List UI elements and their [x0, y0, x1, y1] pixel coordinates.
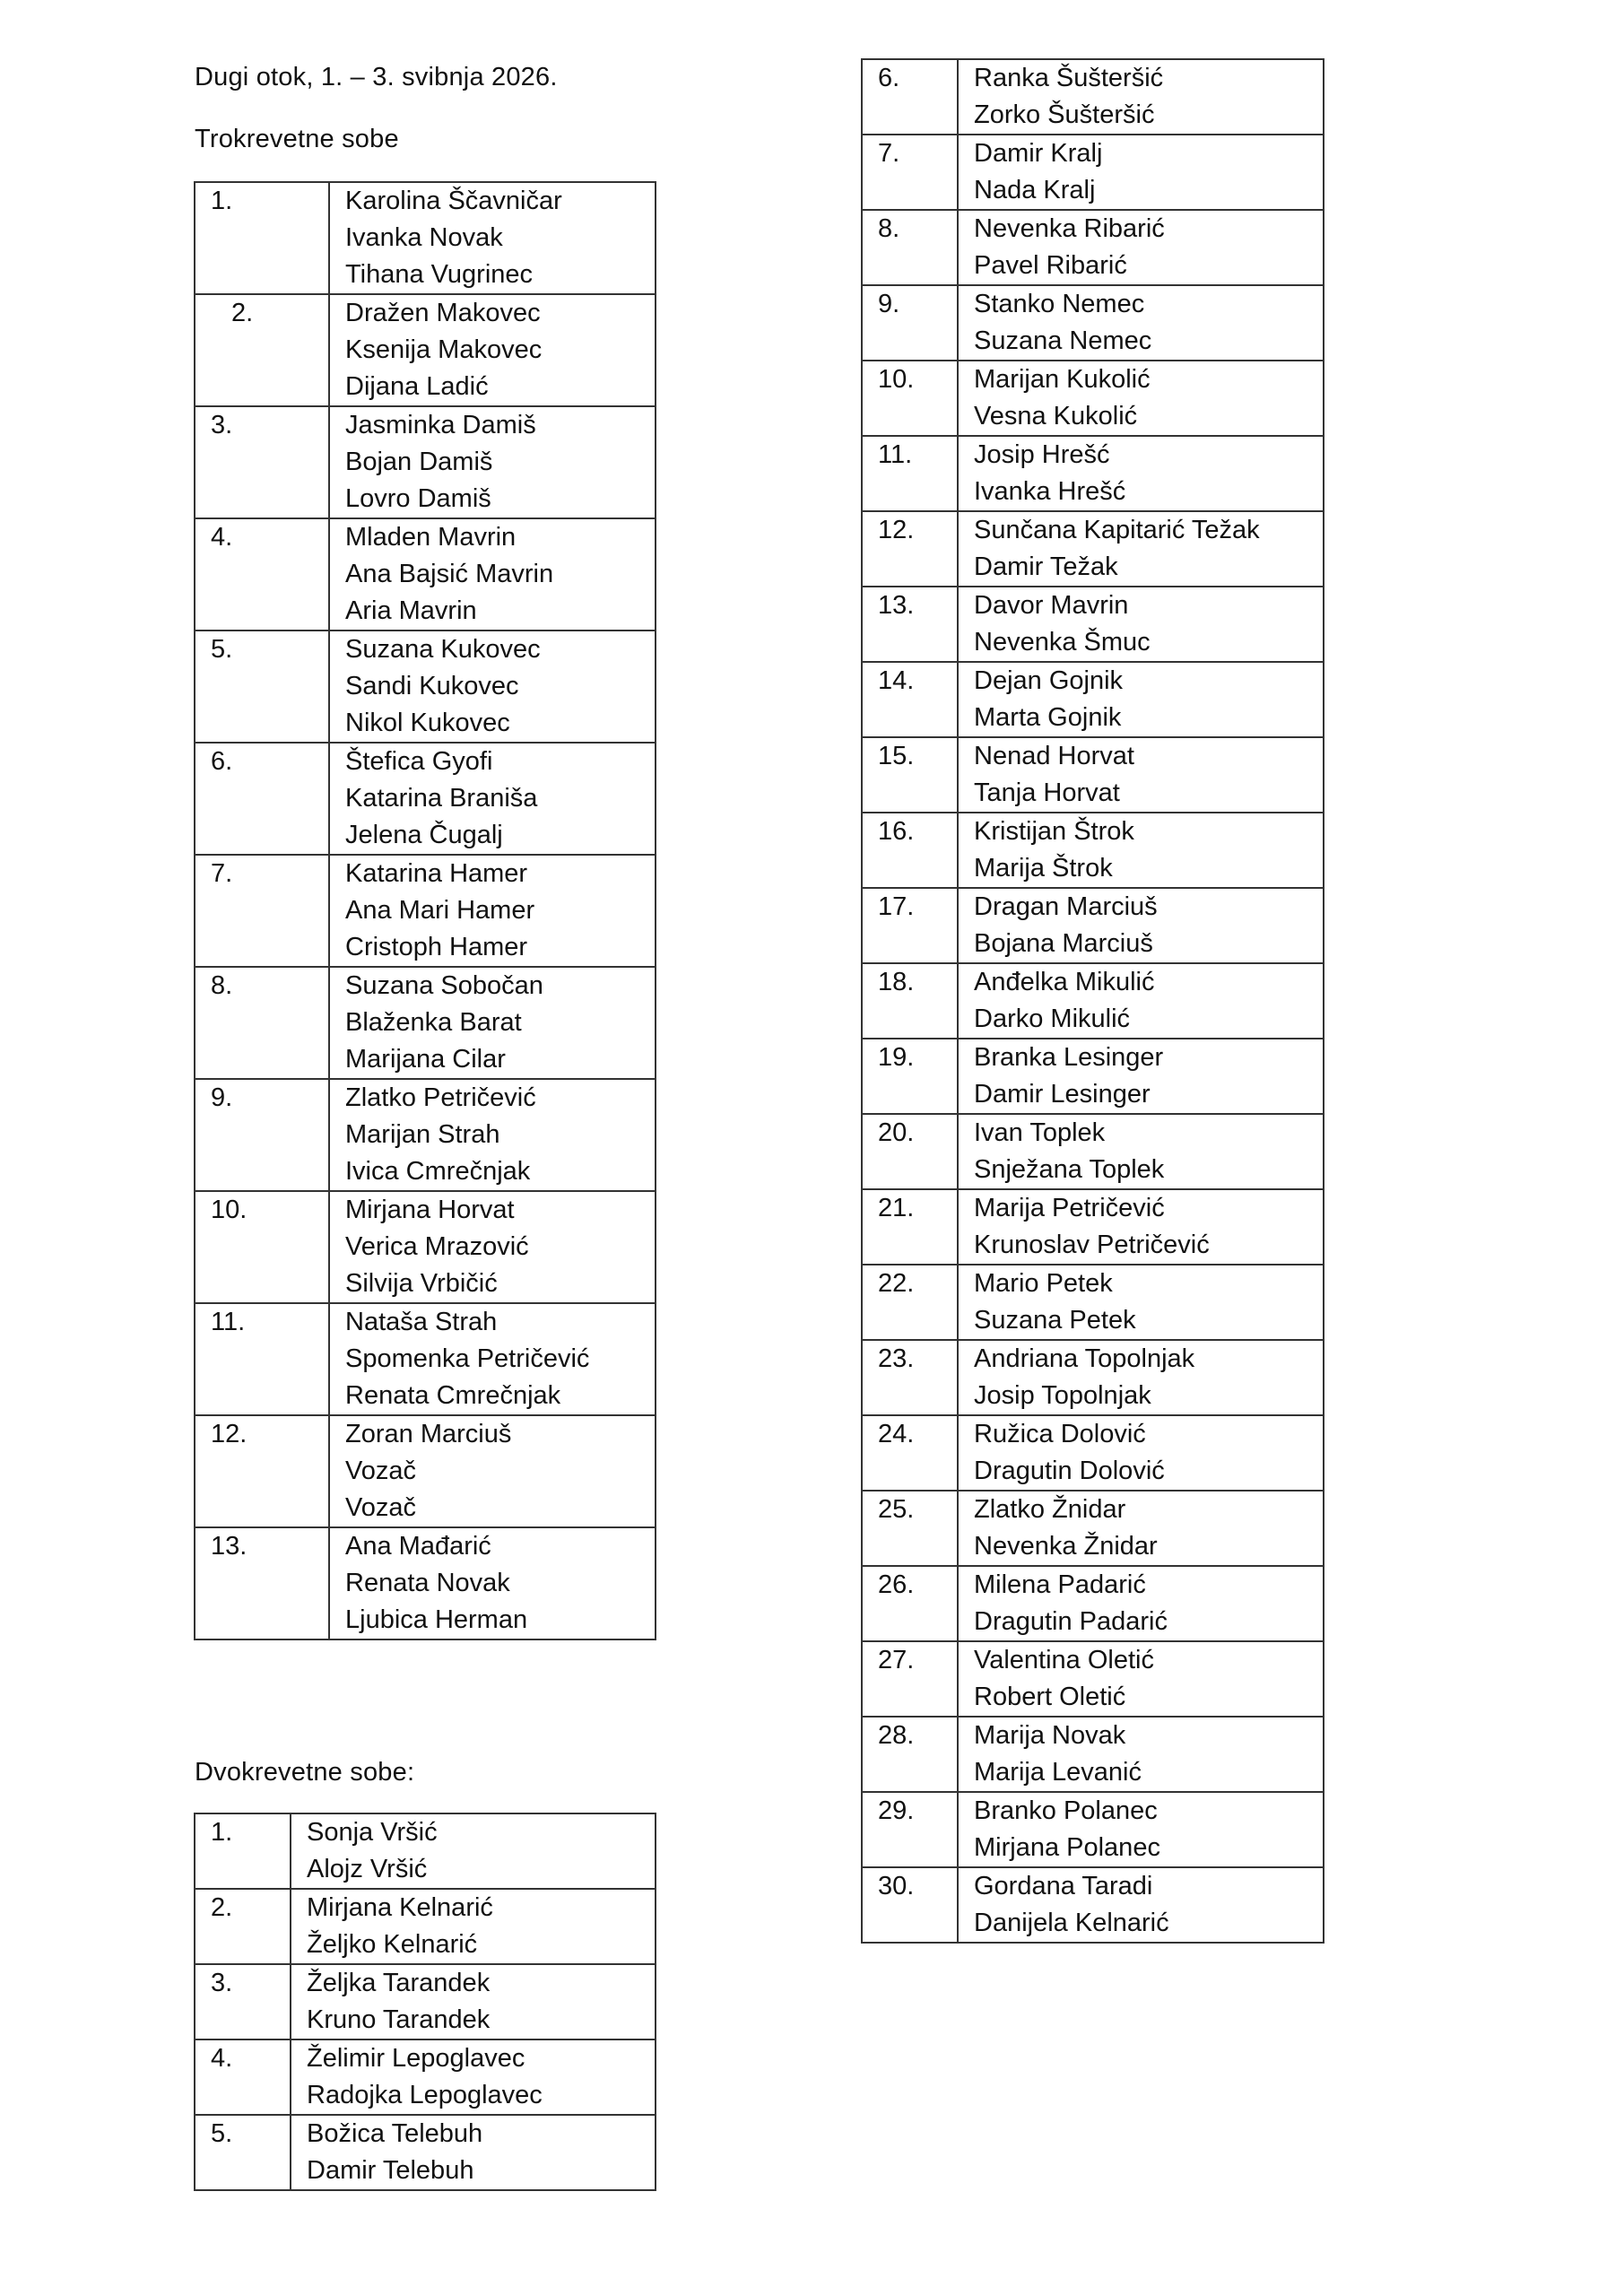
room-row — [862, 1265, 1324, 1340]
guest-name: Verica Mrazović — [345, 1232, 529, 1261]
room-row — [195, 743, 656, 855]
guest-name: Mladen Mavrin — [345, 523, 517, 552]
room-number: 16. — [862, 813, 958, 888]
room-number: 2. — [195, 1889, 291, 1964]
guest-name: Štefica Gyofi — [345, 747, 493, 776]
guest-name: Bojana Marciuš — [974, 929, 1153, 958]
room-guests — [291, 2115, 656, 2190]
room-guests — [291, 2039, 656, 2115]
room-guests — [958, 361, 1324, 436]
room-number: 12. — [195, 1415, 329, 1527]
guest-name: Ana Mađarić — [345, 1532, 491, 1561]
guest-name: Katarina Hamer — [345, 859, 528, 888]
guest-name: Krunoslav Petričević — [974, 1231, 1210, 1259]
guest-name: Zorko Šušteršić — [974, 100, 1155, 129]
room-guests — [329, 967, 656, 1079]
room-row — [195, 182, 656, 294]
room-number: 27. — [862, 1641, 958, 1717]
guest-name: Renata Cmrečnjak — [345, 1381, 561, 1410]
room-row — [862, 1867, 1324, 1943]
room-guests — [958, 888, 1324, 963]
guest-name: Dragutin Padarić — [974, 1607, 1168, 1636]
room-number: 14. — [862, 662, 958, 737]
room-number: 13. — [862, 587, 958, 662]
room-row — [195, 1191, 656, 1303]
room-number: 6. — [862, 59, 958, 135]
room-row — [862, 1566, 1324, 1641]
guest-name: Želimir Lepoglavec — [307, 2044, 525, 2073]
room-number: 10. — [195, 1191, 329, 1303]
room-row — [195, 967, 656, 1079]
room-guests — [958, 1265, 1324, 1340]
guest-name: Vozač — [345, 1493, 416, 1522]
double-rooms-table-part-1 — [194, 1813, 656, 2191]
guest-name: Josip Topolnjak — [974, 1381, 1151, 1410]
room-row — [195, 294, 656, 406]
guest-name: Ljubica Herman — [345, 1605, 528, 1634]
guest-name: Ružica Dolović — [974, 1420, 1146, 1448]
guest-name: Tihana Vugrinec — [345, 260, 534, 289]
room-row — [195, 1813, 656, 1889]
guest-name: Ana Mari Hamer — [345, 896, 535, 925]
guest-name: Pavel Ribarić — [974, 251, 1127, 280]
room-guests — [958, 1491, 1324, 1566]
room-number: 25. — [862, 1491, 958, 1566]
guest-name: Željka Tarandek — [307, 1969, 491, 1997]
room-row — [862, 1717, 1324, 1792]
room-row — [862, 285, 1324, 361]
room-row — [862, 587, 1324, 662]
room-number: 9. — [195, 1079, 329, 1191]
double-rooms-heading: Dvokrevetne sobe: — [195, 1758, 415, 1787]
guest-name: Spomenka Petričević — [345, 1344, 590, 1373]
guest-name: Kruno Tarandek — [307, 2005, 491, 2034]
guest-name: Dijana Ladić — [345, 372, 489, 401]
room-number: 18. — [862, 963, 958, 1039]
guest-name: Bojan Damiš — [345, 448, 493, 476]
room-guests — [291, 1889, 656, 1964]
triple-rooms-heading: Trokrevetne sobe — [195, 125, 399, 153]
room-row — [195, 406, 656, 518]
room-row — [195, 631, 656, 743]
guest-name: Stanko Nemec — [974, 290, 1145, 318]
room-guests — [291, 1964, 656, 2039]
guest-name: Tanja Horvat — [974, 778, 1120, 807]
double-rooms-table-part-2 — [861, 58, 1324, 1944]
guest-name: Valentina Oletić — [974, 1646, 1154, 1674]
room-number: 11. — [862, 436, 958, 511]
room-guests — [329, 1415, 656, 1527]
room-row — [195, 1527, 656, 1639]
guest-name: Marija Štrok — [974, 854, 1113, 883]
room-guests — [329, 1191, 656, 1303]
guest-name: Alojz Vršić — [307, 1855, 428, 1883]
triple-rooms-table — [194, 181, 656, 1640]
guest-name: Aria Mavrin — [345, 596, 477, 625]
guest-name: Radojka Lepoglavec — [307, 2081, 543, 2109]
room-row — [862, 135, 1324, 210]
room-number: 3. — [195, 406, 329, 518]
guest-name: Josip Hrešć — [974, 440, 1110, 469]
room-number: 19. — [862, 1039, 958, 1114]
room-guests — [329, 518, 656, 631]
guest-name: Željko Kelnarić — [307, 1930, 478, 1959]
room-number: 28. — [862, 1717, 958, 1792]
guest-name: Ivan Toplek — [974, 1118, 1106, 1147]
guest-name: Zlatko Petričević — [345, 1083, 536, 1112]
guest-name: Marta Gojnik — [974, 703, 1122, 732]
room-number: 1. — [195, 182, 329, 294]
guest-name: Marija Novak — [974, 1721, 1126, 1750]
room-guests — [329, 743, 656, 855]
guest-name: Ivanka Hrešć — [974, 477, 1126, 506]
guest-name: Zlatko Žnidar — [974, 1495, 1126, 1524]
guest-name: Branka Lesinger — [974, 1043, 1164, 1072]
guest-name: Danijela Kelnarić — [974, 1909, 1169, 1937]
room-row — [195, 1964, 656, 2039]
room-row — [862, 59, 1324, 135]
room-row — [862, 888, 1324, 963]
room-guests — [958, 436, 1324, 511]
guest-name: Nenad Horvat — [974, 742, 1134, 770]
room-row — [862, 1792, 1324, 1867]
room-row — [195, 1415, 656, 1527]
room-guests — [958, 135, 1324, 210]
guest-name: Robert Oletić — [974, 1683, 1126, 1711]
guest-name: Lovro Damiš — [345, 484, 491, 513]
guest-name: Silvija Vrbičić — [345, 1269, 498, 1298]
guest-name: Nada Kralj — [974, 176, 1096, 204]
room-guests — [958, 1717, 1324, 1792]
room-row — [862, 1039, 1324, 1114]
guest-name: Suzana Sobočan — [345, 971, 543, 1000]
room-number: 17. — [862, 888, 958, 963]
room-row — [195, 1303, 656, 1415]
room-guests — [958, 587, 1324, 662]
guest-name: Andriana Topolnjak — [974, 1344, 1195, 1373]
guest-name: Branko Polanec — [974, 1796, 1158, 1825]
guest-name: Marija Petričević — [974, 1194, 1165, 1222]
room-row — [862, 511, 1324, 587]
room-guests — [958, 1189, 1324, 1265]
room-row — [862, 1491, 1324, 1566]
guest-name: Nevenka Šmuc — [974, 628, 1151, 657]
guest-name: Ivanka Novak — [345, 223, 503, 252]
room-row — [862, 436, 1324, 511]
room-guests — [329, 631, 656, 743]
guest-name: Nevenka Žnidar — [974, 1532, 1158, 1561]
room-number: 24. — [862, 1415, 958, 1491]
guest-name: Sunčana Kapitarić Težak — [974, 516, 1260, 544]
guest-name: Jelena Čugalj — [345, 821, 503, 849]
room-guests — [958, 1340, 1324, 1415]
room-number: 26. — [862, 1566, 958, 1641]
guest-name: Damir Telebuh — [307, 2156, 474, 2185]
room-guests — [958, 963, 1324, 1039]
guest-name: Sonja Vršić — [307, 1818, 438, 1847]
guest-name: Darko Mikulić — [974, 1004, 1131, 1033]
guest-name: Mirjana Kelnarić — [307, 1893, 493, 1922]
guest-name: Mirjana Polanec — [974, 1833, 1160, 1862]
room-number: 12. — [862, 511, 958, 587]
room-row — [195, 1889, 656, 1964]
guest-name: Zoran Marciuš — [345, 1420, 512, 1448]
guest-name: Dražen Makovec — [345, 299, 541, 327]
room-guests — [958, 210, 1324, 285]
room-number: 9. — [862, 285, 958, 361]
guest-name: Nataša Strah — [345, 1308, 498, 1336]
room-guests — [329, 182, 656, 294]
room-number: 7. — [862, 135, 958, 210]
room-row — [862, 1415, 1324, 1491]
room-guests — [958, 59, 1324, 135]
room-guests — [958, 1039, 1324, 1114]
room-row — [862, 662, 1324, 737]
room-guests — [329, 855, 656, 967]
room-number: 15. — [862, 737, 958, 813]
room-guests — [958, 737, 1324, 813]
guest-name: Damir Težak — [974, 552, 1118, 581]
room-row — [862, 1340, 1324, 1415]
guest-name: Vesna Kukolić — [974, 402, 1138, 430]
guest-name: Damir Kralj — [974, 139, 1103, 168]
guest-name: Suzana Kukovec — [345, 635, 541, 664]
room-row — [195, 2039, 656, 2115]
guest-name: Božica Telebuh — [307, 2119, 483, 2148]
room-guests — [958, 285, 1324, 361]
guest-name: Mirjana Horvat — [345, 1196, 515, 1224]
room-row — [195, 855, 656, 967]
room-row — [862, 1189, 1324, 1265]
guest-name: Davor Mavrin — [974, 591, 1129, 620]
guest-name: Renata Novak — [345, 1569, 510, 1597]
room-number: 22. — [862, 1265, 958, 1340]
room-number: 3. — [195, 1964, 291, 2039]
guest-name: Sandi Kukovec — [345, 672, 519, 700]
room-guests — [958, 662, 1324, 737]
document-title: Dugi otok, 1. – 3. svibnja 2026. — [195, 63, 558, 91]
guest-name: Milena Padarić — [974, 1570, 1146, 1599]
room-row — [862, 1114, 1324, 1189]
room-guests — [958, 1566, 1324, 1641]
room-guests — [958, 1641, 1324, 1717]
guest-name: Marijan Strah — [345, 1120, 500, 1149]
room-guests — [329, 1079, 656, 1191]
room-number: 21. — [862, 1189, 958, 1265]
guest-name: Damir Lesinger — [974, 1080, 1151, 1109]
room-guests — [291, 1813, 656, 1889]
guest-name: Blaženka Barat — [345, 1008, 522, 1037]
room-number: 10. — [862, 361, 958, 436]
guest-name: Kristijan Štrok — [974, 817, 1134, 846]
guest-name: Dejan Gojnik — [974, 666, 1124, 695]
guest-name: Cristoph Hamer — [345, 933, 528, 961]
guest-name: Marija Levanić — [974, 1758, 1142, 1787]
room-number: 13. — [195, 1527, 329, 1639]
guest-name: Mario Petek — [974, 1269, 1113, 1298]
room-number: 30. — [862, 1867, 958, 1943]
room-row — [862, 361, 1324, 436]
room-guests — [329, 406, 656, 518]
room-guests — [958, 813, 1324, 888]
guest-name: Nevenka Ribarić — [974, 214, 1165, 243]
room-number: 6. — [195, 743, 329, 855]
room-row — [195, 2115, 656, 2190]
room-number: 23. — [862, 1340, 958, 1415]
room-row — [195, 1079, 656, 1191]
room-row — [862, 210, 1324, 285]
room-row — [862, 737, 1324, 813]
room-number: 4. — [195, 2039, 291, 2115]
room-row — [195, 518, 656, 631]
room-row — [862, 1641, 1324, 1717]
room-guests — [958, 1867, 1324, 1943]
guest-name: Karolina Ščavničar — [345, 187, 562, 215]
room-number: 2. — [195, 294, 329, 406]
room-guests — [958, 1792, 1324, 1867]
guest-name: Ksenija Makovec — [345, 335, 543, 364]
guest-name: Marijana Cilar — [345, 1045, 506, 1074]
guest-name: Suzana Nemec — [974, 326, 1152, 355]
guest-name: Ivica Cmrečnjak — [345, 1157, 531, 1186]
room-guests — [958, 511, 1324, 587]
room-number: 20. — [862, 1114, 958, 1189]
room-number: 4. — [195, 518, 329, 631]
room-row — [862, 813, 1324, 888]
guest-name: Vozač — [345, 1457, 416, 1485]
guest-name: Jasminka Damiš — [345, 411, 536, 439]
room-number: 29. — [862, 1792, 958, 1867]
room-guests — [329, 1303, 656, 1415]
room-guests — [329, 294, 656, 406]
guest-name: Marijan Kukolić — [974, 365, 1151, 394]
guest-name: Dragan Marciuš — [974, 892, 1158, 921]
room-number: 7. — [195, 855, 329, 967]
room-row — [862, 963, 1324, 1039]
room-number: 1. — [195, 1813, 291, 1889]
guest-name: Katarina Braniša — [345, 784, 538, 813]
room-number: 11. — [195, 1303, 329, 1415]
guest-name: Nikol Kukovec — [345, 709, 510, 737]
guest-name: Suzana Petek — [974, 1306, 1136, 1335]
room-guests — [329, 1527, 656, 1639]
guest-name: Ana Bajsić Mavrin — [345, 560, 554, 588]
room-number: 8. — [862, 210, 958, 285]
room-guests — [958, 1415, 1324, 1491]
room-number: 5. — [195, 2115, 291, 2190]
room-guests — [958, 1114, 1324, 1189]
room-number: 8. — [195, 967, 329, 1079]
guest-name: Gordana Taradi — [974, 1872, 1153, 1900]
guest-name: Anđelka Mikulić — [974, 968, 1155, 996]
guest-name: Ranka Šušteršić — [974, 64, 1164, 92]
guest-name: Dragutin Dolović — [974, 1457, 1165, 1485]
guest-name: Snježana Toplek — [974, 1155, 1165, 1184]
room-number: 5. — [195, 631, 329, 743]
